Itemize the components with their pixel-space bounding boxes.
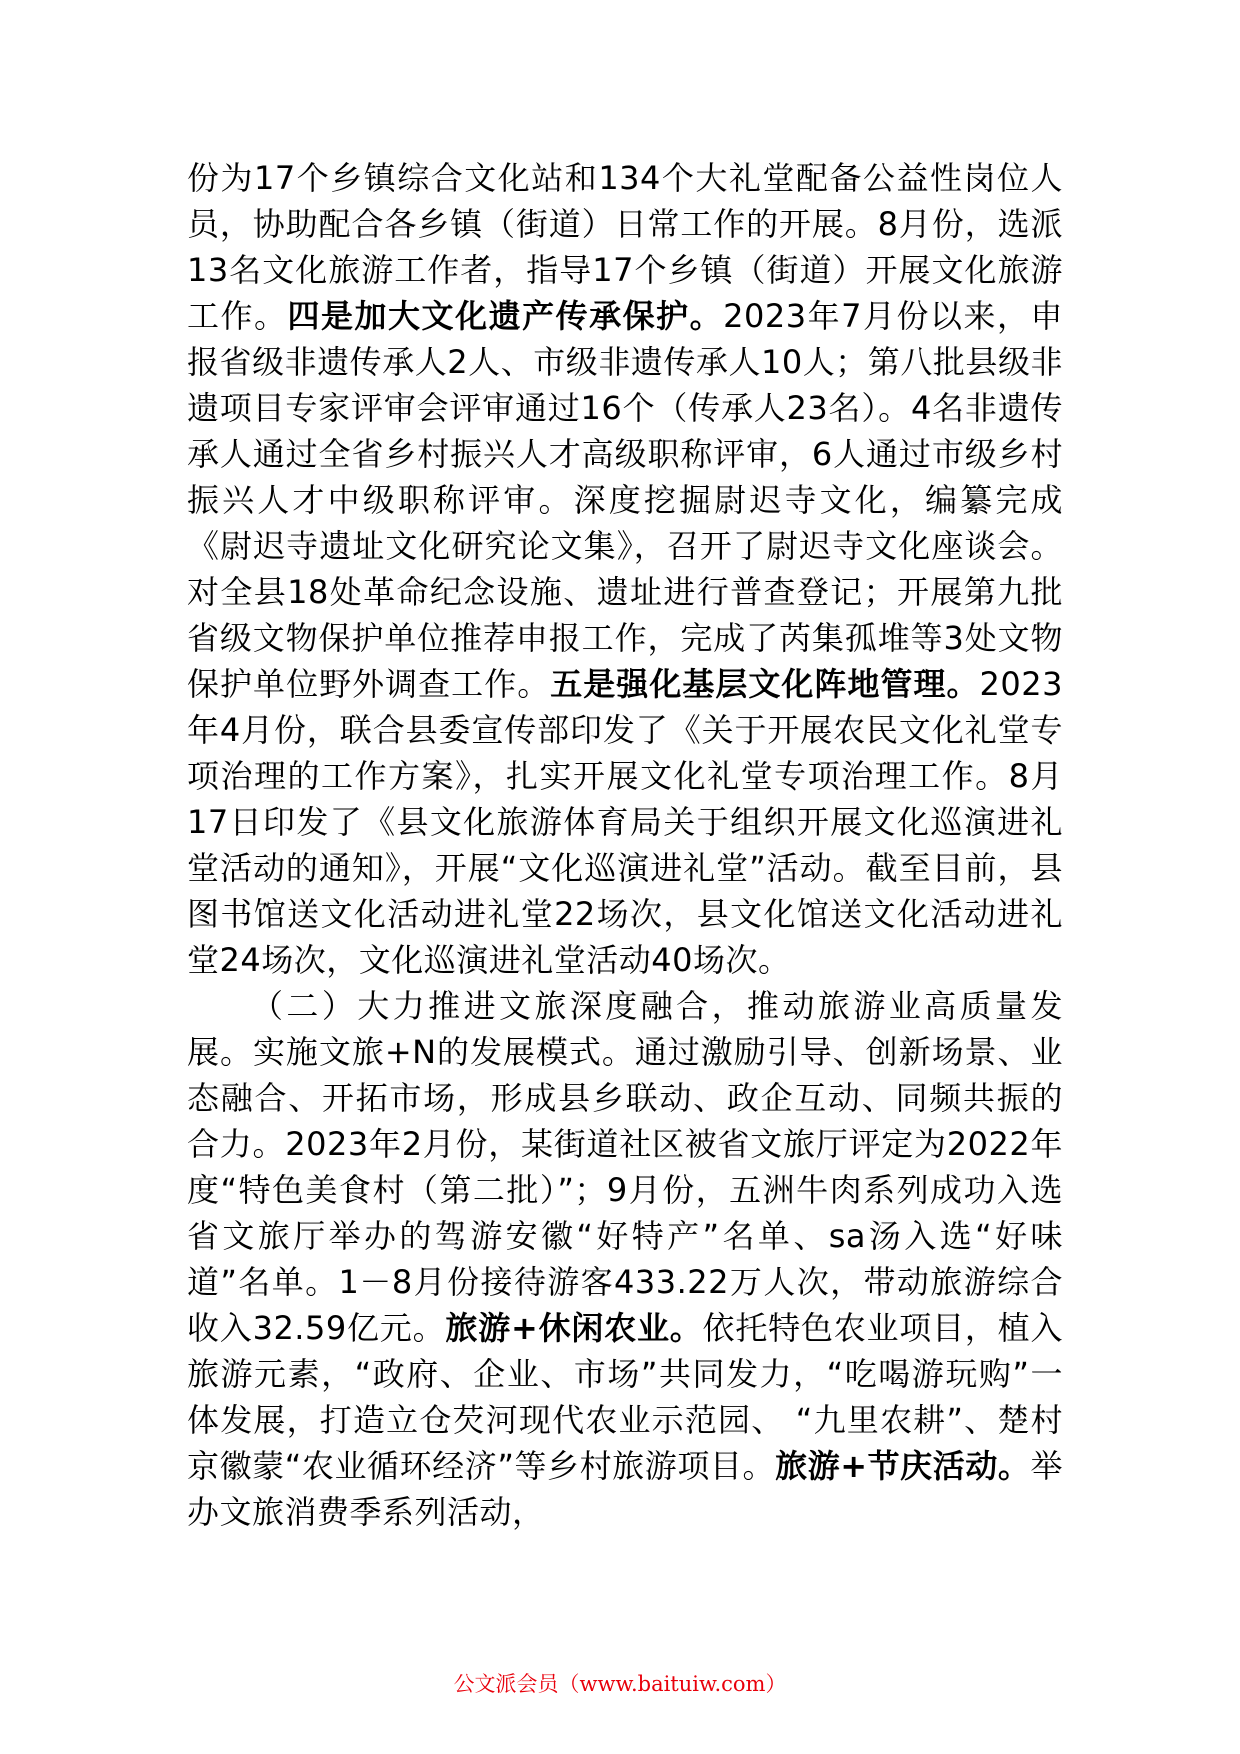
text-run: 依托特色农业项目，植入旅游元素，“政府、企业、市场”共同发力，“吃喝游玩购”一体发展，打造立仓芡河现代农业示范园、 “九里农耕”、楚村京徽蒙“农业循环经济”等乡村旅游项目。 [187,1309,1063,1485]
bold-heading-run: 旅游+休闲农业。 [445,1309,703,1347]
text-run: （二）大力推进文旅深度融合，推动旅游业高质量发展。实施文旅+N的发展模式。通过激励引导、创新场景、业态融合、开拓市场，形成县乡联动、政企互动、同频共振的合力。2023年2月份，某街道社区被省文旅厅评定为2022年度“特色美食村（第二批）”；9月份，五洲牛肉系列成功入选省文旅厅举办的驾游安徽“好特产”名单、sa汤入选“好味道”名单。1－8月份接待游客433.22万人次，带动旅游综合收入32.59亿元。 [187,987,1063,1347]
text-run: 份为17个乡镇综合文化站和134个大礼堂配备公益性岗位人员，协助配合各乡镇（街道）日常工作的开展。8月份，选派13名文化旅游工作者，指导17个乡镇（街道）开展文化旅游工作。 [187,159,1063,335]
text-run: 举办文旅消费季系列活动， [187,1447,1063,1531]
footer-watermark: 公文派会员（www.baituiw.com） [453,1672,787,1696]
body-paragraph-2 [187,983,1063,1535]
bold-heading-run: 四是加大文化遗产传承保护。 [287,297,724,335]
text-run: 2023年4月份，联合县委宣传部印发了《关于开展农民文化礼堂专项治理的工作方案》，扎实开展文化礼堂专项治理工作。8月17日印发了《县文化旅游体育局关于组织开展文化巡演进礼堂活动的通知》，开展“文化巡演进礼堂”活动。截至目前，县图书馆送文化活动进礼堂22场次，县文化馆送文化活动进礼堂24场次，文化巡演进礼堂活动40场次。 [187,665,1063,979]
document-body [187,155,1063,1535]
body-paragraph-1 [187,155,1063,983]
text-run: 2023年7月份以来，申报省级非遗传承人2人、市级非遗传承人10人；第八批县级非遗项目专家评审会评审通过16个（传承人23名）。4名非遗传承人通过全省乡村振兴人才高级职称评审，6人通过市级乡村振兴人才中级职称评审。深度挖掘尉迟寺文化，编纂完成《尉迟寺遗址文化研究论文集》，召开了尉迟寺文化座谈会。对全县18处革命纪念设施、遗址进行普查登记；开展第九批省级文物保护单位推荐申报工作，完成了芮集孤堆等3处文物保护单位野外调查工作。 [187,297,1063,703]
bold-heading-run: 五是强化基层文化阵地管理。 [550,665,980,703]
bold-heading-run: 旅游+节庆活动。 [775,1447,1031,1485]
